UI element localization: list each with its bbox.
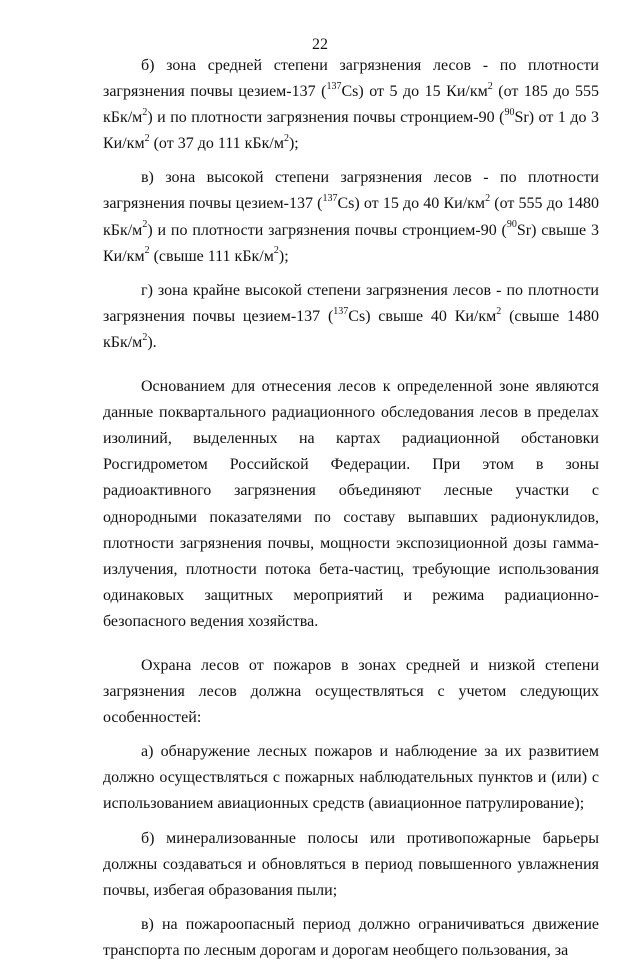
superscript: 2 [144, 132, 150, 144]
para-b-barriers [103, 826, 599, 904]
page-number: 22 [312, 36, 328, 53]
text-run: в) зона высокой степени загрязнения лесов - по плотности загрязнения почвы цезием-137 ( [103, 169, 599, 213]
text-run: Охрана лесов от пожаров в зонах средней и низкой степени загрязнения лесов должна осуществляться с учетом следующих особенностей: [103, 656, 599, 727]
document-body [103, 53, 599, 964]
text-run: Cs) свыше 40 Ки/км [348, 307, 497, 325]
text-run: Cs) от 5 до 15 Ки/км [341, 83, 488, 101]
text-run: б) минерализованные полосы или противопожарные барьеры должны создаваться и обновляться в период повышенного увлажнения почвы, избегая образования пыли; [103, 829, 599, 899]
text-run: г) зона крайне высокой степени загрязнения лесов - по плотности загрязнения почвы цезием-137 ( [103, 281, 599, 325]
text-run: Основанием для отнесения лесов к определенной зоне являются данные поквартального радиационного обследования лесов в пределах изолиний, выделенных на картах радиационной обстановки Росгидрометом Российской Федерации. При этом в зоны радиоактивного загрязнения объединяют лесные участки с однородными показателями по составу выпавших радионуклидов, плотности загрязнения почвы, мощности экспозиционной дозы гамма-излучения, плотности потока бета-частиц, требующие использования одинаковых защитных мероприятий и режима радиационно-безопасного ведения хозяйства. [103, 378, 599, 630]
text-run: ) и по плотности загрязнения почвы стронцием-90 ( [147, 109, 505, 127]
text-run: (от 37 до 111 кБк/м [149, 135, 284, 153]
superscript: 2 [142, 106, 148, 118]
superscript: 2 [142, 219, 148, 231]
superscript: 137 [322, 193, 338, 205]
text-run: ) и по плотности загрязнения почвы стронцием-90 ( [147, 221, 507, 239]
text-run: ); [288, 135, 299, 153]
superscript: 2 [142, 331, 148, 343]
superscript: 2 [487, 80, 493, 92]
para-a-detection [103, 739, 599, 817]
superscript: 2 [273, 245, 279, 257]
superscript: 2 [283, 132, 289, 144]
para-g-extreme-zone [103, 278, 599, 356]
superscript: 137 [326, 80, 342, 92]
superscript: 137 [333, 305, 349, 317]
text-run: Sr) свыше 3 Ки/км [103, 221, 599, 265]
para-v-high-zone [103, 165, 599, 269]
text-run: ); [278, 247, 289, 265]
text-run: в) на пожароопасный период должно ограничиваться движение транспорта по лесным дорогам и дорогам необщего пользования, за [103, 915, 599, 959]
para-fire-protection [103, 653, 599, 731]
text-run: ). [147, 333, 157, 351]
superscript: 2 [485, 193, 491, 205]
text-run: б) зона средней степени загрязнения лесов - по плотности загрязнения почвы цезием-137 ( [103, 57, 599, 101]
text-run: (свыше 1480 кБк/м [103, 307, 600, 351]
superscript: 90 [506, 219, 517, 231]
text-run: а) обнаружение лесных пожаров и наблюдение за их развитием должно осуществляться с пожарных наблюдательных пунктов и (или) с использованием авиационных средств (авиационное патрулирование); [103, 743, 599, 813]
superscript: 90 [504, 106, 515, 118]
text-run: (свыше 111 кБк/м [149, 247, 274, 265]
text-run: (от 185 до 555 кБк/м [103, 83, 600, 127]
superscript: 2 [144, 245, 150, 257]
para-basis [103, 374, 599, 635]
para-b-middle-zone [103, 53, 599, 157]
text-run: (от 555 до 1480 кБк/м [103, 195, 600, 239]
text-run: Cs) от 15 до 40 Ки/км [337, 195, 486, 213]
text-run: Sr) от 1 до 3 Ки/км [103, 109, 599, 153]
superscript: 2 [496, 305, 502, 317]
para-v-transport [103, 912, 599, 964]
